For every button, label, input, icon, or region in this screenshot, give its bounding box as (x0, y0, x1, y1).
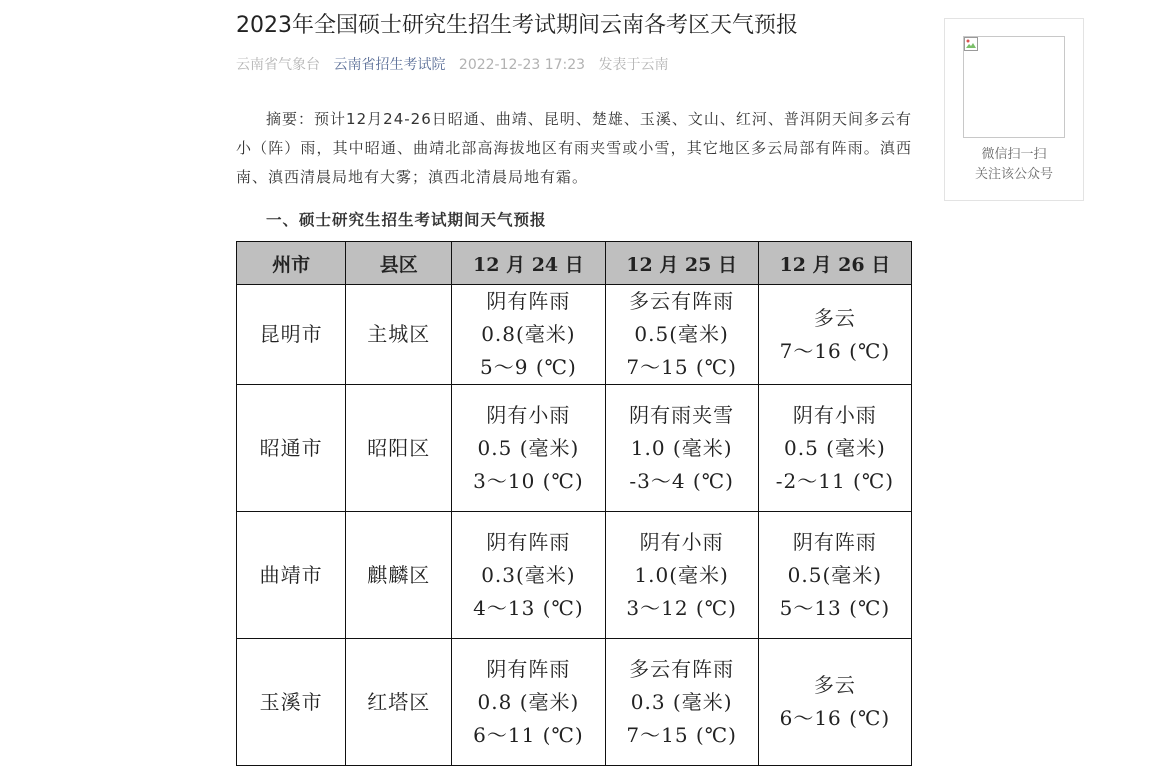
meta-datetime: 2022-12-23 17:23 (458, 57, 586, 73)
forecast-rainfall: 1.0(毫米) (634, 562, 729, 587)
forecast-temperature: 7～16 (℃) (779, 338, 891, 363)
forecast-rainfall: 0.3(毫米) (481, 562, 576, 587)
forecast-temperature: 4～13 (℃) (473, 595, 584, 620)
forecast-weather: 阴有小雨 (486, 402, 571, 427)
header-day-3: 12 月 26 日 (758, 242, 911, 285)
forecast-temperature: -2～11 (℃) (775, 468, 895, 493)
qr-caption (945, 145, 1083, 185)
forecast-weather: 多云 (813, 305, 856, 330)
cell-forecast (758, 639, 911, 766)
forecast-weather: 阴有阵雨 (486, 656, 571, 681)
cell-forecast (452, 385, 605, 512)
forecast-temperature: 3～12 (℃) (626, 595, 737, 620)
forecast-rainfall: 0.5 (毫米) (783, 435, 886, 460)
header-day-1: 12 月 24 日 (452, 242, 605, 285)
forecast-temperature: 6～16 (℃) (779, 706, 891, 730)
qr-caption-line-1: 微信扫一扫 (981, 147, 1047, 162)
forecast-rainfall: 0.5 (毫米) (477, 435, 580, 460)
forecast-weather: 阴有阵雨 (792, 529, 877, 554)
forecast-temperature: 7～15 (℃) (626, 355, 737, 379)
article-summary: 摘要：预计12月24-26日昭通、曲靖、昆明、楚雄、玉溪、文山、红河、普洱阴天间多云有小（阵）雨，其中昭通、曲靖北部高海拔地区有雨夹雪或小雪，其它地区多云局部有阵雨。滇西南、滇西清晨局地有大雾；滇西北清晨局地有霜。 (236, 110, 912, 186)
forecast-weather: 阴有小雨 (792, 402, 877, 427)
table-header-row (237, 242, 912, 285)
cell-forecast (452, 285, 605, 385)
forecast-weather: 阴有雨夹雪 (629, 402, 735, 427)
forecast-rainfall: 0.8 (毫米) (477, 689, 580, 714)
cell-forecast (605, 385, 758, 512)
header-city: 州市 (237, 242, 346, 285)
meta-account-link[interactable]: 云南省招生考试院 (333, 57, 446, 73)
forecast-rainfall: 0.5(毫米) (634, 322, 729, 346)
cell-district: 红塔区 (346, 639, 452, 766)
cell-forecast (452, 512, 605, 639)
cell-district: 主城区 (346, 285, 452, 385)
cell-forecast (758, 285, 911, 385)
cell-forecast (758, 512, 911, 639)
qr-caption-line-2: 关注该公众号 (974, 167, 1053, 182)
article-meta (236, 55, 912, 75)
qr-code-panel (944, 18, 1084, 201)
cell-city: 昭通市 (237, 385, 346, 512)
cell-forecast (605, 285, 758, 385)
cell-district: 昭阳区 (346, 385, 452, 512)
section-heading: 一、硕士研究生招生考试期间天气预报 (266, 210, 547, 229)
cell-forecast (452, 639, 605, 766)
qr-code-image[interactable] (963, 36, 1065, 138)
meta-location: 发表于云南 (598, 57, 669, 73)
header-district: 县区 (346, 242, 452, 285)
forecast-weather: 多云有阵雨 (629, 656, 735, 681)
header-day-2: 12 月 25 日 (605, 242, 758, 285)
cell-city: 昆明市 (237, 285, 346, 385)
forecast-temperature: -3～4 (℃) (629, 468, 734, 493)
forecast-weather: 多云 (813, 673, 856, 697)
cell-city: 玉溪市 (237, 639, 346, 766)
forecast-rainfall: 0.3 (毫米) (630, 689, 733, 714)
cell-district: 麒麟区 (346, 512, 452, 639)
table-row (237, 285, 912, 385)
weather-forecast-table (236, 241, 912, 766)
forecast-weather: 阴有小雨 (639, 529, 724, 554)
article-title: 2023年全国硕士研究生招生考试期间云南各考区天气预报 (236, 13, 798, 38)
forecast-weather: 阴有阵雨 (486, 529, 571, 554)
cell-forecast (605, 639, 758, 766)
table-row (237, 639, 912, 766)
table-row (237, 385, 912, 512)
forecast-rainfall: 0.8(毫米) (481, 322, 576, 346)
meta-source: 云南省气象台 (236, 57, 320, 73)
forecast-temperature: 5～13 (℃) (779, 595, 891, 620)
forecast-temperature: 6～11 (℃) (473, 722, 584, 747)
cell-forecast (758, 385, 911, 512)
article (236, 0, 912, 766)
forecast-temperature: 3～10 (℃) (473, 468, 584, 493)
forecast-rainfall: 1.0 (毫米) (630, 435, 733, 460)
broken-image-icon (964, 37, 978, 51)
forecast-rainfall: 0.5(毫米) (787, 562, 883, 587)
cell-city: 曲靖市 (237, 512, 346, 639)
forecast-weather: 阴有阵雨 (486, 289, 571, 313)
table-row (237, 512, 912, 639)
forecast-temperature: 7～15 (℃) (626, 722, 737, 747)
forecast-weather: 多云有阵雨 (629, 289, 735, 313)
forecast-temperature: 5～9 (℃) (480, 355, 577, 379)
cell-forecast (605, 512, 758, 639)
